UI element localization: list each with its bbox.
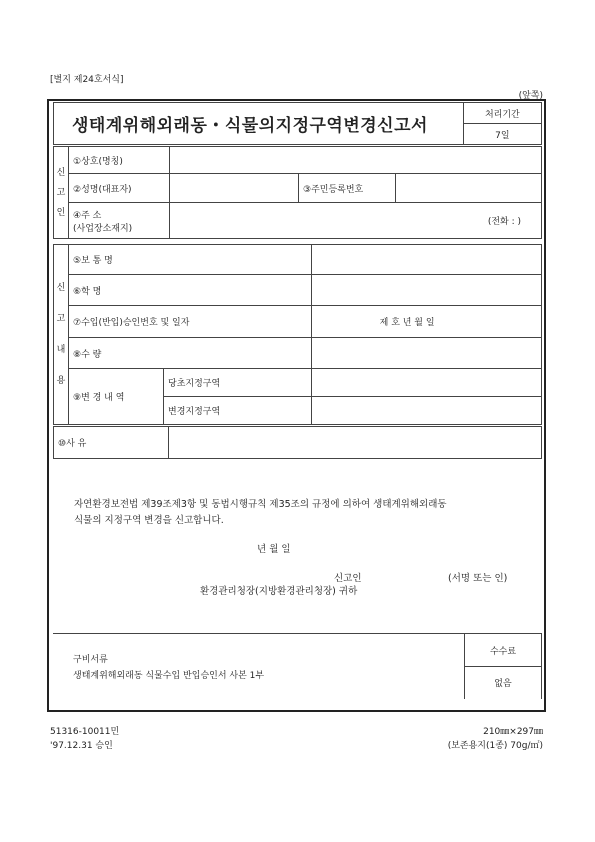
contents-table (53, 244, 542, 425)
paper-type: (보존용지(1종) 70g/㎡) (447, 741, 543, 751)
representative-field[interactable] (170, 174, 299, 203)
statement-line-2: 식물의 지정구역 변경을 신고합니다. (74, 515, 224, 526)
required-documents: 구비서류 생태계위해외래동 식물수입 반입승인서 사본 1부 (53, 634, 465, 699)
signature-label: (서명 또는 인) (448, 573, 508, 584)
form-title: 생태계위해외래동・식물의지정구역변경신고서 (54, 103, 464, 145)
business-name-label: ①상호(명칭) (69, 147, 170, 174)
front-side-label: (앞쪽) (518, 91, 543, 101)
phone-label: (전화 : ) (487, 217, 521, 227)
processing-period-value: 7일 (463, 124, 541, 145)
quantity-label: ⑧수 량 (69, 338, 312, 369)
statement-line-1: 자연환경보전법 제39조제3항 및 동법시행규칙 제35조의 규정에 의하여 생태계위해외래동 (74, 499, 447, 510)
approval-number-label: ⑦수입(반입)승인번호 및 일자 (69, 306, 312, 338)
paper-size: 210㎜×297㎜ (483, 727, 543, 737)
fee-label: 수수료 (465, 634, 542, 667)
change-details-label: ⑨변 경 내 역 (69, 369, 164, 425)
address-label: ④주 소 (사업장소재지) (69, 203, 170, 239)
common-name-label: ⑤보 통 명 (69, 245, 312, 275)
title-table (53, 102, 542, 145)
statement-applicant: 신고인 (334, 573, 362, 584)
form-code: 51316-10011민 (50, 727, 120, 737)
documents-table (53, 633, 542, 699)
changed-zone-field[interactable] (311, 397, 541, 425)
applicant-table (53, 146, 542, 239)
common-name-field[interactable] (311, 245, 541, 275)
applicant-side-label: 신 고 인 (54, 147, 69, 239)
approval-number-field[interactable]: 제 호 년 월 일 (311, 306, 541, 338)
business-name-field[interactable] (170, 147, 542, 174)
resident-number-label: ③주민등록번호 (299, 174, 396, 203)
statement-date: 년 월 일 (257, 544, 291, 555)
scientific-name-field[interactable] (311, 275, 541, 306)
original-zone-field[interactable] (311, 369, 541, 397)
reason-table (53, 426, 542, 459)
scientific-name-label: ⑥학 명 (69, 275, 312, 306)
approval-date: '97.12.31 승인 (50, 741, 113, 751)
original-zone-label: 당초지정구역 (164, 369, 312, 397)
representative-label: ②성명(대표자) (69, 174, 170, 203)
fee-value: 없음 (465, 667, 542, 699)
contents-side-label: 신 고 내 용 (54, 245, 69, 425)
resident-number-field[interactable] (396, 174, 542, 203)
reason-label: ⑩사 유 (54, 427, 169, 459)
changed-zone-label: 변경지정구역 (164, 397, 312, 425)
form-number: [별지 제24호서식] (50, 75, 124, 85)
reason-field[interactable] (169, 427, 542, 459)
address-field[interactable] (170, 203, 542, 239)
quantity-field[interactable] (311, 338, 541, 369)
recipient: 환경관리청장(지방환경관리청장) 귀하 (200, 586, 358, 597)
processing-period-label: 처리기간 (463, 103, 541, 124)
